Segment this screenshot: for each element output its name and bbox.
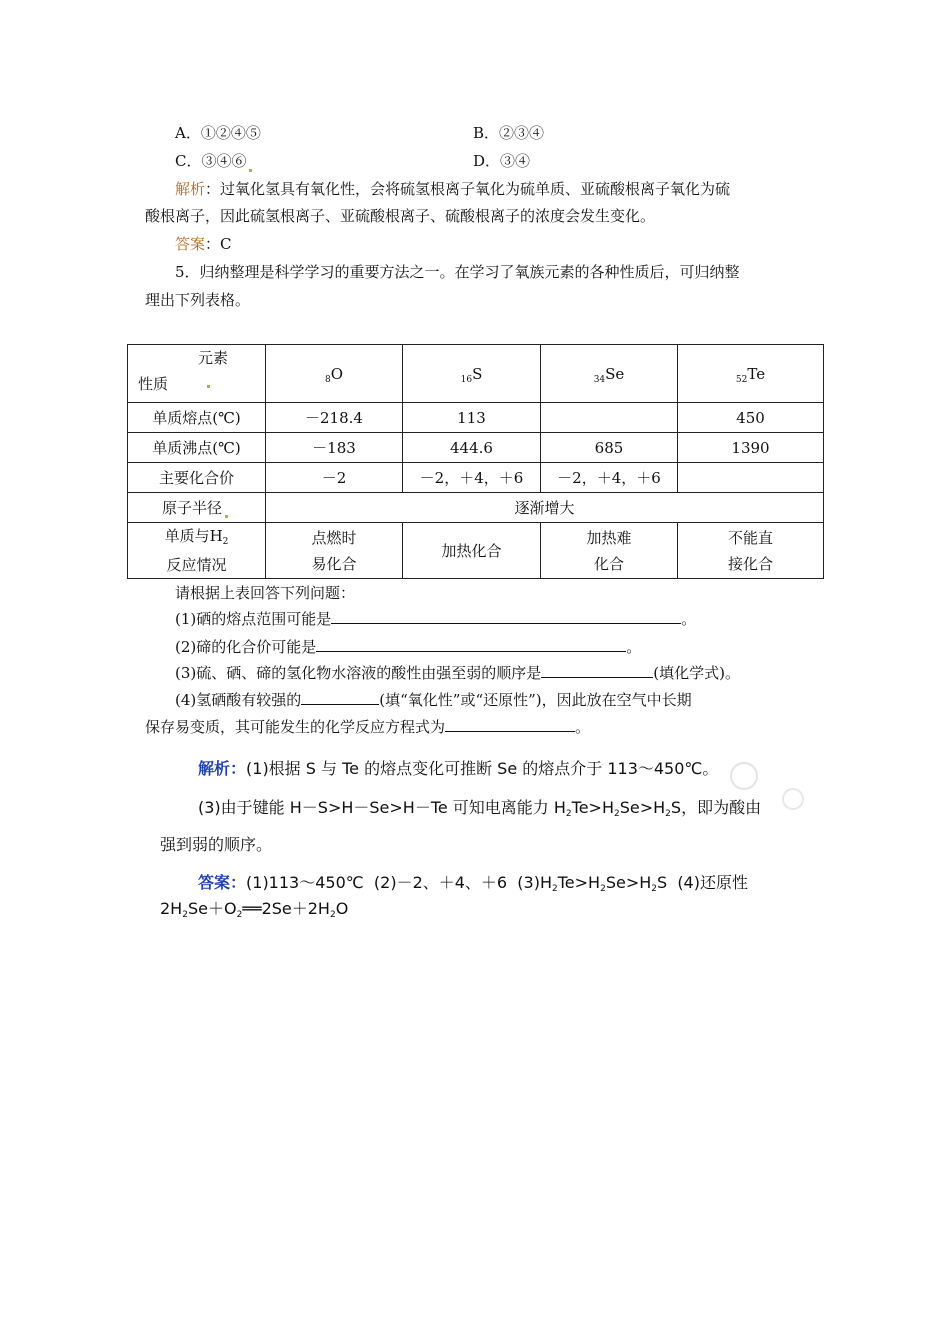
option-c-text: C．③④⑥ xyxy=(175,152,247,170)
answer-blank-2[interactable] xyxy=(316,637,626,652)
question-4-line1: (4)氢硒酸有较强的 (填“氧化性”或“还原性”)，因此放在空气中长期 xyxy=(175,691,692,709)
watermark-icon xyxy=(730,762,758,790)
answer-blank-4b[interactable] xyxy=(445,717,575,732)
radius-row xyxy=(128,493,824,523)
corner-bottom: 性质 xyxy=(138,375,169,393)
valence-se: －2，＋4，＋6 xyxy=(541,463,678,493)
boiling-s: 444.6 xyxy=(403,433,541,463)
boiling-se: 685 xyxy=(541,433,678,463)
option-d: D．③④ xyxy=(473,152,531,170)
radius-label: 原子半径 xyxy=(161,499,222,517)
valence-row xyxy=(128,463,824,493)
answer1-value: ：C xyxy=(205,235,232,253)
melting-te: 450 xyxy=(678,403,824,433)
green-dot xyxy=(207,385,210,388)
melting-label: 单质熔点(℃) xyxy=(128,403,266,433)
property-table xyxy=(127,344,824,579)
h2-s: 加热化合 xyxy=(403,523,541,579)
analysis1-line2: 酸根离子，因此硫氢根离子、亚硫酸根离子、硫酸根离子的浓度会发生变化。 xyxy=(145,207,656,225)
melting-row xyxy=(128,403,824,433)
answer1-label: 答案 xyxy=(175,235,206,253)
analysis2-label: 解析： xyxy=(198,759,247,778)
answer2-equation: 2H2Se＋O2══2Se＋2H2O xyxy=(160,899,349,920)
melting-s: 113 xyxy=(403,403,541,433)
analysis2-line2: (3)由于键能 H－S>H－Se>H－Te 可知电离能力 H2Te>H2Se>H2S，即为酸由 xyxy=(198,798,762,819)
boiling-o: －183 xyxy=(266,433,403,463)
answer2-line1: 答案：(1)113～450℃ (2)－2、＋4、＋6 (3)H2Te>H2Se>H2S (4)还原性 xyxy=(198,873,748,894)
answer2-label: 答案： xyxy=(198,873,247,892)
question-4-line2: 保存易变质，其可能发生的化学反应方程式为 。 xyxy=(145,718,591,736)
question5-line1: 5．归纳整理是科学学习的重要方法之一。在学习了氧族元素的各种性质后，可归纳整 xyxy=(175,263,740,281)
corner-top: 元素 xyxy=(198,349,229,367)
h2-label: 单质与$H_2$ 反应情况 xyxy=(128,523,266,579)
h2-se: 加热难 化合 xyxy=(541,523,678,579)
h2-row xyxy=(128,523,824,579)
green-dot xyxy=(225,515,228,518)
valence-label: 主要化合价 xyxy=(128,463,266,493)
analysis1-line1 xyxy=(175,178,730,200)
table-header-row xyxy=(128,345,824,403)
analysis2-line1: 解析：(1)根据 S 与 Te 的熔点变化可推断 Se 的熔点介于 113～450℃。 xyxy=(198,759,719,778)
answer1 xyxy=(175,233,232,255)
question-3: (3)硫、硒、碲的氢化物水溶液的酸性由强至弱的顺序是 (填化学式)。 xyxy=(175,664,740,682)
radius-label-cell xyxy=(128,493,266,523)
boiling-row xyxy=(128,433,824,463)
analysis2-line3: 强到弱的顺序。 xyxy=(160,835,273,854)
melting-o: －218.4 xyxy=(266,403,403,433)
green-dot xyxy=(249,169,252,172)
answer-blank-4a[interactable] xyxy=(301,690,379,705)
valence-te xyxy=(678,463,824,493)
valence-o: －2 xyxy=(266,463,403,493)
radius-value: 逐渐增大 xyxy=(266,493,824,523)
watermark-icon xyxy=(782,788,804,810)
option-c xyxy=(175,150,255,172)
analysis1-label: 解析 xyxy=(175,180,206,198)
corner-cell xyxy=(128,345,266,403)
answer-blank-1[interactable] xyxy=(331,609,681,624)
analysis1-text1: ：过氧化氢具有氧化性，会将硫氢根离子氧化为硫单质、亚硫酸根离子氧化为硫 xyxy=(205,180,731,198)
valence-s: －2，＋4，＋6 xyxy=(403,463,541,493)
question-1: (1)硒的熔点范围可能是 。 xyxy=(175,610,697,628)
h2-o: 点燃时 易化合 xyxy=(266,523,403,579)
melting-se xyxy=(541,403,678,433)
questions-intro: 请根据上表回答下列问题： xyxy=(175,584,356,602)
header-s: $_{16}$S xyxy=(403,345,541,403)
boiling-te: 1390 xyxy=(678,433,824,463)
option-b: B．②③④ xyxy=(473,124,545,142)
option-a: A．①②④⑤ xyxy=(175,124,261,142)
header-o: $_8$O xyxy=(266,345,403,403)
header-se: $_{34}$Se xyxy=(541,345,678,403)
question-2: (2)碲的化合价可能是 。 xyxy=(175,638,642,656)
h2-te: 不能直 接化合 xyxy=(678,523,824,579)
header-te: $_{52}$Te xyxy=(678,345,824,403)
question5-line2: 理出下列表格。 xyxy=(145,291,251,309)
boiling-label: 单质沸点(℃) xyxy=(128,433,266,463)
answer-blank-3[interactable] xyxy=(541,663,653,678)
